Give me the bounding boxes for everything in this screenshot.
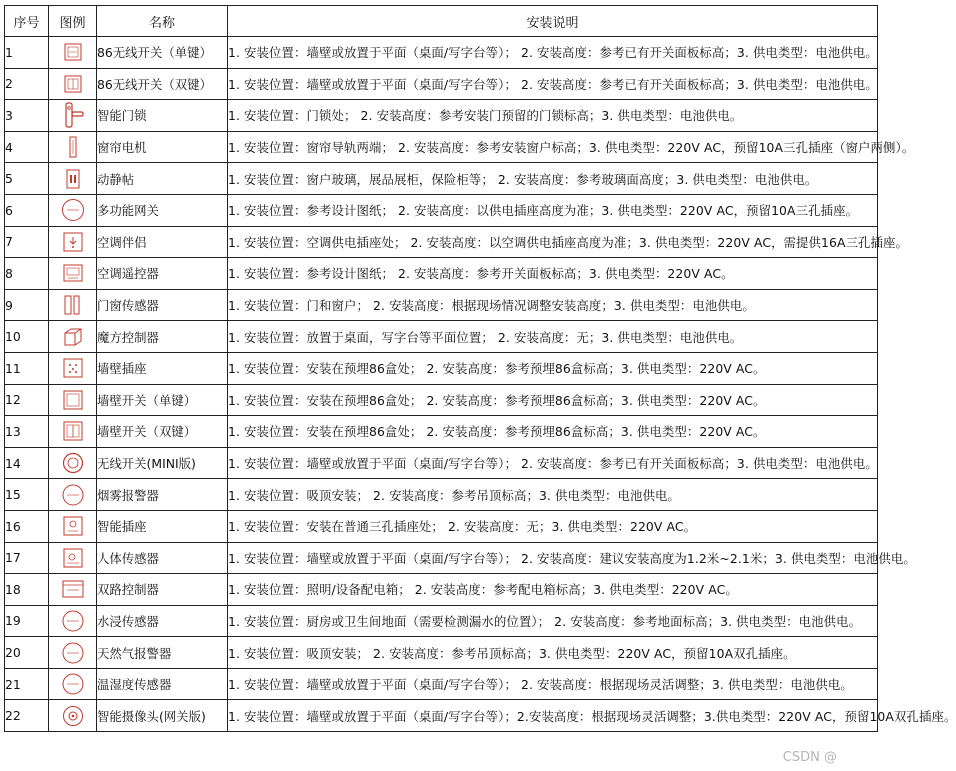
row-number: 10 xyxy=(5,321,49,353)
device-name: 双路控制器 xyxy=(97,574,228,606)
door-window-sensor-icon xyxy=(63,294,83,316)
row-number: 15 xyxy=(5,479,49,511)
temp-humidity-sensor-icon xyxy=(61,673,85,695)
table-row xyxy=(5,447,878,479)
header-icon: 图例 xyxy=(49,6,97,37)
row-number: 3 xyxy=(5,100,49,132)
table-row xyxy=(5,226,878,258)
legend-cell xyxy=(49,226,97,258)
vibration-sensor-icon xyxy=(66,169,80,189)
row-number: 19 xyxy=(5,605,49,637)
row-number: 20 xyxy=(5,637,49,669)
header-name: 名称 xyxy=(97,6,228,37)
device-name: 86无线开关（双键） xyxy=(97,68,228,100)
device-name: 天然气报警器 xyxy=(97,637,228,669)
wall-switch-single-icon xyxy=(63,390,83,410)
install-description: 1. 安装位置：安装在预埋86盒处； 2. 安装高度：参考预埋86盒标高；3. 供电类型：220V AC。 xyxy=(228,416,878,448)
table-row xyxy=(5,258,878,290)
table-row xyxy=(5,510,878,542)
smoke-alarm-icon xyxy=(61,484,85,506)
table-body xyxy=(5,37,956,732)
legend-cell xyxy=(49,637,97,669)
legend-cell xyxy=(49,668,97,700)
legend-cell xyxy=(49,68,97,100)
header-desc: 安装说明 xyxy=(228,6,878,37)
device-name: 窗帘电机 xyxy=(97,131,228,163)
install-description: 1. 安装位置：照明/设备配电箱； 2. 安装高度：参考配电箱标高；3. 供电类型：220V AC。 xyxy=(228,574,878,606)
row-number: 22 xyxy=(5,700,49,732)
install-description: 1. 安装位置：墙壁或放置于平面（桌面/写字台等）； 2. 安装高度：参考已有开关面板标高；3. 供电类型：电池供电。 xyxy=(228,37,878,69)
install-description: 1. 安装位置：安装在普通三孔插座处； 2. 安装高度：无；3. 供电类型：220V AC。 xyxy=(228,510,878,542)
double-switch-icon xyxy=(64,75,82,93)
camera-icon xyxy=(62,705,84,727)
legend-cell xyxy=(49,100,97,132)
device-name: 水浸传感器 xyxy=(97,605,228,637)
install-description: 1. 安装位置：安装在预埋86盒处； 2. 安装高度：参考预埋86盒标高；3. 供电类型：220V AC。 xyxy=(228,352,878,384)
device-name: 智能摄像头(网关版) xyxy=(97,700,228,732)
row-number: 17 xyxy=(5,542,49,574)
table-row xyxy=(5,321,878,353)
device-name: 86无线开关（单键） xyxy=(97,37,228,69)
table-row xyxy=(5,100,878,132)
mini-switch-icon xyxy=(62,452,84,474)
legend-cell xyxy=(49,289,97,321)
row-number: 2 xyxy=(5,68,49,100)
row-number: 1 xyxy=(5,37,49,69)
device-name: 空调伴侣 xyxy=(97,226,228,258)
install-description: 1. 安装位置：吸顶安装； 2. 安装高度：参考吊顶标高；3. 供电类型：220V AC，预留10A双孔插座。 xyxy=(228,637,878,669)
table-row xyxy=(5,131,878,163)
table-row xyxy=(5,416,878,448)
legend-cell xyxy=(49,510,97,542)
install-description: 1. 安装位置：放置于桌面，写字台等平面位置； 2. 安装高度：无；3. 供电类型：电池供电。 xyxy=(228,321,878,353)
table-row xyxy=(5,352,878,384)
ac-companion-icon xyxy=(63,232,83,252)
door-lock-icon xyxy=(62,102,84,128)
row-number: 18 xyxy=(5,574,49,606)
device-name: 动静帖 xyxy=(97,163,228,195)
install-description: 1. 安装位置：门锁处； 2. 安装高度：参考安装门预留的门锁标高；3. 供电类型：电池供电。 xyxy=(228,100,878,132)
install-description: 1. 安装位置：墙壁或放置于平面（桌面/写字台等）； 2. 安装高度：根据现场灵活调整；3. 供电类型：电池供电。 xyxy=(228,668,878,700)
ac-controller-icon xyxy=(63,264,83,282)
table-row xyxy=(5,700,878,732)
device-name: 空调遥控器 xyxy=(97,258,228,290)
legend-cell xyxy=(49,258,97,290)
table-header-row xyxy=(5,6,878,37)
wall-socket-icon xyxy=(63,358,83,378)
device-name: 人体传感器 xyxy=(97,542,228,574)
device-name: 温湿度传感器 xyxy=(97,668,228,700)
table-row xyxy=(5,289,878,321)
install-description: 1. 安装位置：墙壁或放置于平面（桌面/写字台等）；2.安装高度：根据现场灵活调整；3.供电类型：220V AC，预留10A双孔插座。 xyxy=(228,700,878,732)
water-sensor-icon xyxy=(61,610,85,632)
curtain-motor-icon xyxy=(67,136,79,158)
table-row xyxy=(5,637,878,669)
smart-plug-icon xyxy=(63,516,83,536)
install-description: 1. 安装位置：窗帘导轨两端； 2. 安装高度：参考安装窗户标高；3. 供电类型：220V AC，预留10A三孔插座（窗户两侧）。 xyxy=(228,131,878,163)
legend-cell xyxy=(49,700,97,732)
table-row xyxy=(5,574,878,606)
gateway-icon xyxy=(61,198,85,222)
single-switch-icon xyxy=(64,43,82,61)
legend-cell xyxy=(49,352,97,384)
row-number: 11 xyxy=(5,352,49,384)
install-description: 1. 安装位置：墙壁或放置于平面（桌面/写字台等）； 2. 安装高度：建议安装高度为1.2米~2.1米；3. 供电类型：电池供电。 xyxy=(228,542,878,574)
install-description: 1. 安装位置：墙壁或放置于平面（桌面/写字台等）； 2. 安装高度：参考已有开关面板标高；3. 供电类型：电池供电。 xyxy=(228,447,878,479)
watermark: CSDN @ xyxy=(782,750,837,765)
install-description: 1. 安装位置：墙壁或放置于平面（桌面/写字台等）； 2. 安装高度：参考已有开关面板标高；3. 供电类型：电池供电。 xyxy=(228,68,878,100)
legend-cell xyxy=(49,542,97,574)
table-row xyxy=(5,384,878,416)
legend-cell xyxy=(49,479,97,511)
row-number: 21 xyxy=(5,668,49,700)
row-number: 13 xyxy=(5,416,49,448)
device-name: 烟雾报警器 xyxy=(97,479,228,511)
legend-cell xyxy=(49,384,97,416)
row-number: 5 xyxy=(5,163,49,195)
row-number: 6 xyxy=(5,194,49,226)
device-name: 门窗传感器 xyxy=(97,289,228,321)
table-row xyxy=(5,37,878,69)
device-name: 智能门锁 xyxy=(97,100,228,132)
legend-cell xyxy=(49,131,97,163)
motion-sensor-icon xyxy=(63,548,83,568)
table-row xyxy=(5,479,878,511)
row-number: 9 xyxy=(5,289,49,321)
legend-cell xyxy=(49,194,97,226)
legend-cell xyxy=(49,321,97,353)
magic-cube-icon xyxy=(63,327,83,347)
legend-cell xyxy=(49,416,97,448)
legend-cell xyxy=(49,37,97,69)
legend-cell xyxy=(49,163,97,195)
row-number: 14 xyxy=(5,447,49,479)
install-description: 1. 安装位置：窗户玻璃，展品展柜，保险柜等； 2. 安装高度：参考玻璃面高度；3. 供电类型：电池供电。 xyxy=(228,163,878,195)
table-row xyxy=(5,68,878,100)
install-description: 1. 安装位置：空调供电插座处； 2. 安装高度：以空调供电插座高度为准；3. 供电类型：220V AC，需提供16A三孔插座。 xyxy=(228,226,878,258)
install-description: 1. 安装位置：参考设计图纸； 2. 安装高度：参考开关面板标高；3. 供电类型：220V AC。 xyxy=(228,258,878,290)
row-number: 16 xyxy=(5,510,49,542)
row-number: 4 xyxy=(5,131,49,163)
install-description: 1. 安装位置：吸顶安装； 2. 安装高度：参考吊顶标高；3. 供电类型：电池供电。 xyxy=(228,479,878,511)
header-no: 序号 xyxy=(5,6,49,37)
legend-cell xyxy=(49,605,97,637)
table-row xyxy=(5,542,878,574)
install-description: 1. 安装位置：门和窗户； 2. 安装高度：根据现场情况调整安装高度；3. 供电类型：电池供电。 xyxy=(228,289,878,321)
row-number: 12 xyxy=(5,384,49,416)
table-row xyxy=(5,194,878,226)
legend-cell xyxy=(49,574,97,606)
device-name: 智能插座 xyxy=(97,510,228,542)
wall-switch-double-icon xyxy=(63,421,83,441)
gas-alarm-icon xyxy=(61,642,85,664)
row-number: 7 xyxy=(5,226,49,258)
table-row xyxy=(5,605,878,637)
row-number: 8 xyxy=(5,258,49,290)
table-row xyxy=(5,163,878,195)
legend-cell xyxy=(49,447,97,479)
install-description: 1. 安装位置：安装在预埋86盒处； 2. 安装高度：参考预埋86盒标高；3. 供电类型：220V AC。 xyxy=(228,384,878,416)
table-row xyxy=(5,668,878,700)
device-name: 无线开关(MINI版) xyxy=(97,447,228,479)
device-name: 墙壁开关（单键） xyxy=(97,384,228,416)
device-name: 多功能网关 xyxy=(97,194,228,226)
device-name: 墙壁插座 xyxy=(97,352,228,384)
install-description: 1. 安装位置：厨房或卫生间地面（需要检测漏水的位置）； 2. 安装高度：参考地面标高；3. 供电类型：电池供电。 xyxy=(228,605,878,637)
device-name: 魔方控制器 xyxy=(97,321,228,353)
dual-controller-icon xyxy=(62,580,84,598)
install-description: 1. 安装位置：参考设计图纸； 2. 安装高度：以供电插座高度为准；3. 供电类型：220V AC，预留10A三孔插座。 xyxy=(228,194,878,226)
installation-table xyxy=(4,5,956,732)
device-name: 墙壁开关（双键） xyxy=(97,416,228,448)
